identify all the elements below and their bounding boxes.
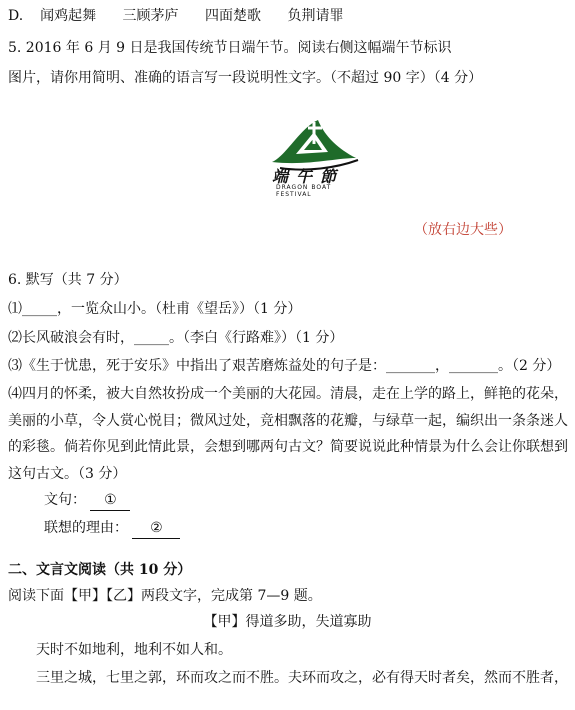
option-label: D. xyxy=(8,8,24,24)
dragon-boat-festival-logo xyxy=(266,114,366,196)
image-note: （放右边大些） xyxy=(414,222,512,238)
question-6-item-4-line: ⑷四月的怀柔，被大自然妆扮成一个美丽的大花园。清晨，走在上学的路上，鲜艳的花朵， xyxy=(8,386,568,402)
section-2-title: 二、文言文阅读（共 10 分） xyxy=(8,562,192,578)
answer-label: 联想的理由： xyxy=(44,520,128,536)
answer-row-1 xyxy=(44,490,130,511)
question-6-item-4-line: 的彩毯。倘若你见到此情此景，会想到哪两句古文？简要说说此种情景为什么会让你联想到 xyxy=(8,439,568,455)
question-6-item-4-line: 这句古文。（3 分） xyxy=(8,466,127,482)
option-item: 负荆请罪 xyxy=(287,8,344,24)
question-5-line-1: 5. 2016 年 6 月 9 日是我国传统节日端午节。阅读右侧这幅端午节标识 xyxy=(8,40,452,56)
answer-blank[interactable]: ① xyxy=(90,490,130,511)
question-5-line-2: 图片，请你用简明、准确的语言写一段说明性文字。（不超过 90 字）（4 分） xyxy=(8,70,483,86)
logo-text: 端午節 xyxy=(272,167,345,186)
answer-label: 文句： xyxy=(44,492,86,508)
question-6-item-2: ⑵长风破浪会有时，_____。（李白《行路难》）（1 分） xyxy=(8,330,344,346)
option-item: 四面楚歌 xyxy=(205,8,261,24)
passage-line: 三里之城，七里之郭，环而攻之而不胜。夫环而攻之，必有得天时者矣，然而不胜者， xyxy=(36,670,568,686)
logo-subtext: DRAGON BOAT FESTIVAL xyxy=(276,184,332,198)
passage-line: 天时不如地利，地利不如人和。 xyxy=(36,642,232,658)
answer-blank[interactable]: ② xyxy=(132,518,180,539)
question-6-item-1: ⑴_____，一览众山小。（杜甫《望岳》）（1 分） xyxy=(8,301,302,317)
question-6-title: 6. 默写（共 7 分） xyxy=(8,272,128,288)
question-6-item-4-line: 美丽的小草，令人赏心悦目；微风过处，竞相飘落的花瓣，与绿草一起，编织出一条条迷人 xyxy=(8,413,568,429)
passage-jia-title: 【甲】得道多助，失道寡助 xyxy=(203,614,372,630)
section-2-intro: 阅读下面【甲】【乙】两段文字，完成第 7—9 题。 xyxy=(8,588,322,604)
option-item: 闻鸡起舞 xyxy=(40,8,97,24)
option-item: 三顾茅庐 xyxy=(122,8,179,24)
question-4-option-d xyxy=(8,6,365,26)
answer-row-2 xyxy=(44,518,180,539)
question-6-item-3: ⑶《生于忧患，死于安乐》中指出了艰苦磨炼益处的句子是：_______，_______。（2 分） xyxy=(8,358,561,374)
